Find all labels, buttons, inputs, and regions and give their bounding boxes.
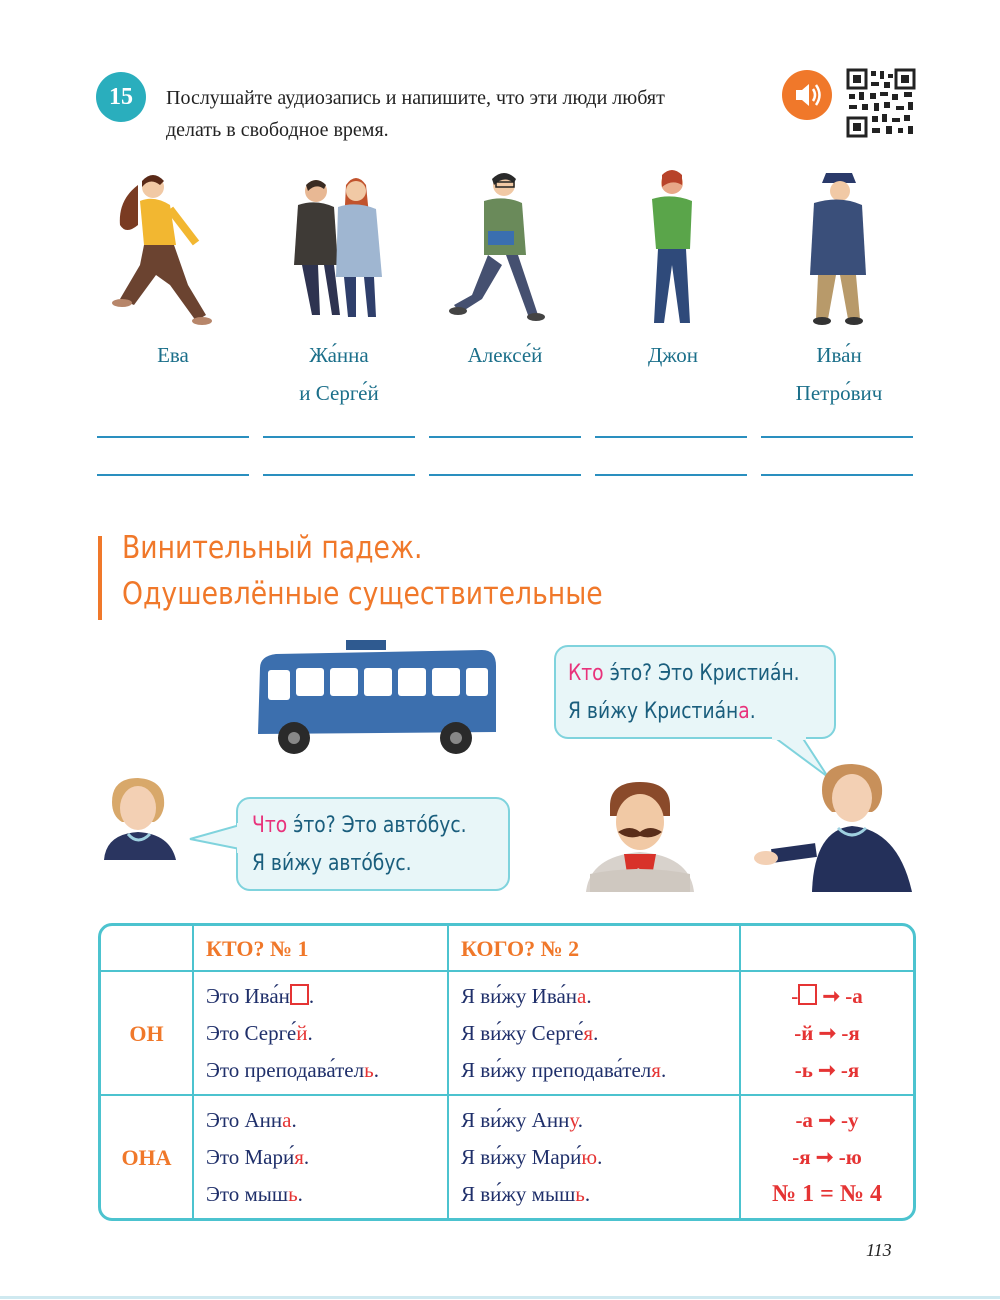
section-accent-bar (98, 536, 102, 620)
person-name-eva: Ева (157, 343, 189, 367)
exercise-number-badge (96, 72, 146, 122)
instruction-line-2: делать в свободное время. (166, 119, 389, 141)
exercise-instruction (166, 82, 766, 146)
bottom-divider (0, 1296, 1000, 1299)
audio-icon[interactable] (782, 70, 832, 120)
arrow-right-icon: ➞ (822, 983, 841, 1008)
nominative-cell: Это Ива́н . Это Серге́й. Это преподава́тель. (193, 971, 448, 1095)
section-title-line-1: Винительный падеж. (122, 530, 423, 566)
speech-bubble-kto: Кто э́то? Это Кристиа́н. Я ви́жу Кристиа́на. (554, 645, 836, 739)
illustration-john (602, 165, 752, 330)
person-name-zhanna-sergey: Жа́нна и Серге́й (299, 343, 379, 405)
instruction-line-1: Послушайте аудиозапись и напишите, что эти люди любят (166, 87, 665, 109)
answer-line[interactable] (263, 474, 415, 476)
qr-code-icon[interactable] (846, 68, 916, 138)
illustration-aleksey (432, 165, 582, 330)
zero-ending-box (290, 984, 309, 1005)
answer-line[interactable] (595, 474, 747, 476)
man-with-mustache-illustration (580, 776, 700, 892)
person-name-aleksey: Алексе́й (467, 343, 543, 367)
grammar-table (98, 923, 916, 1221)
answer-line[interactable] (97, 474, 249, 476)
exercise-number: 15 (109, 83, 133, 110)
answer-line[interactable] (761, 436, 913, 438)
speech-bubble-chto: Что э́то? Это авто́бус. Я ви́жу авто́бус. (236, 797, 510, 891)
answer-line[interactable] (595, 436, 747, 438)
nominative-cell: Это Анна. Это Мари́я. Это мышь. (193, 1095, 448, 1218)
pronoun-on: ОН (101, 971, 193, 1095)
person-name-john: Джон (647, 343, 699, 367)
ending-rule-cell: -а ➞ -у -я ➞ -ю № 1 = № 4 (740, 1095, 913, 1218)
woman-pointing-illustration (752, 760, 918, 892)
ending-rule-cell: - ➞ -а -й ➞ -я -ь ➞ -я (740, 971, 913, 1095)
arrow-right-icon: ➞ (818, 1020, 837, 1045)
arrow-right-icon: ➞ (818, 1107, 836, 1132)
bubble-tail (188, 823, 240, 853)
illustration-eva (98, 165, 248, 330)
arrow-right-icon: ➞ (818, 1057, 836, 1082)
table-row (101, 1095, 913, 1218)
answer-line[interactable] (429, 474, 581, 476)
table-header-rule (740, 926, 913, 971)
person-name-ivan-petrovich: Ива́н Петро́вич (795, 343, 883, 405)
section-title-line-2: Одушевлённые существительные (122, 576, 603, 612)
table-header-kogo: КОГО? № 2 (448, 926, 740, 971)
answer-line[interactable] (429, 436, 581, 438)
page-number: 113 (866, 1240, 892, 1260)
answer-line[interactable] (263, 436, 415, 438)
arrow-right-icon: ➞ (815, 1144, 834, 1169)
pronoun-ona: ОНА (101, 1095, 193, 1218)
table-header-kto: КТО? № 1 (193, 926, 448, 971)
illustration-zhanna-sergey (268, 165, 418, 330)
table-row (101, 971, 913, 1095)
woman-teacher-illustration (96, 772, 182, 860)
table-header-empty (101, 926, 193, 971)
accusative-cell: Я ви́жу Ива́на. Я ви́жу Серге́я. Я ви́жу преподава́теля. (448, 971, 740, 1095)
answer-line[interactable] (97, 436, 249, 438)
answer-line[interactable] (761, 474, 913, 476)
accusative-cell: Я ви́жу Анну. Я ви́жу Мари́ю. Я ви́жу мышь. (448, 1095, 740, 1218)
bus-illustration (246, 636, 506, 758)
illustration-ivan-petrovich (766, 165, 916, 330)
